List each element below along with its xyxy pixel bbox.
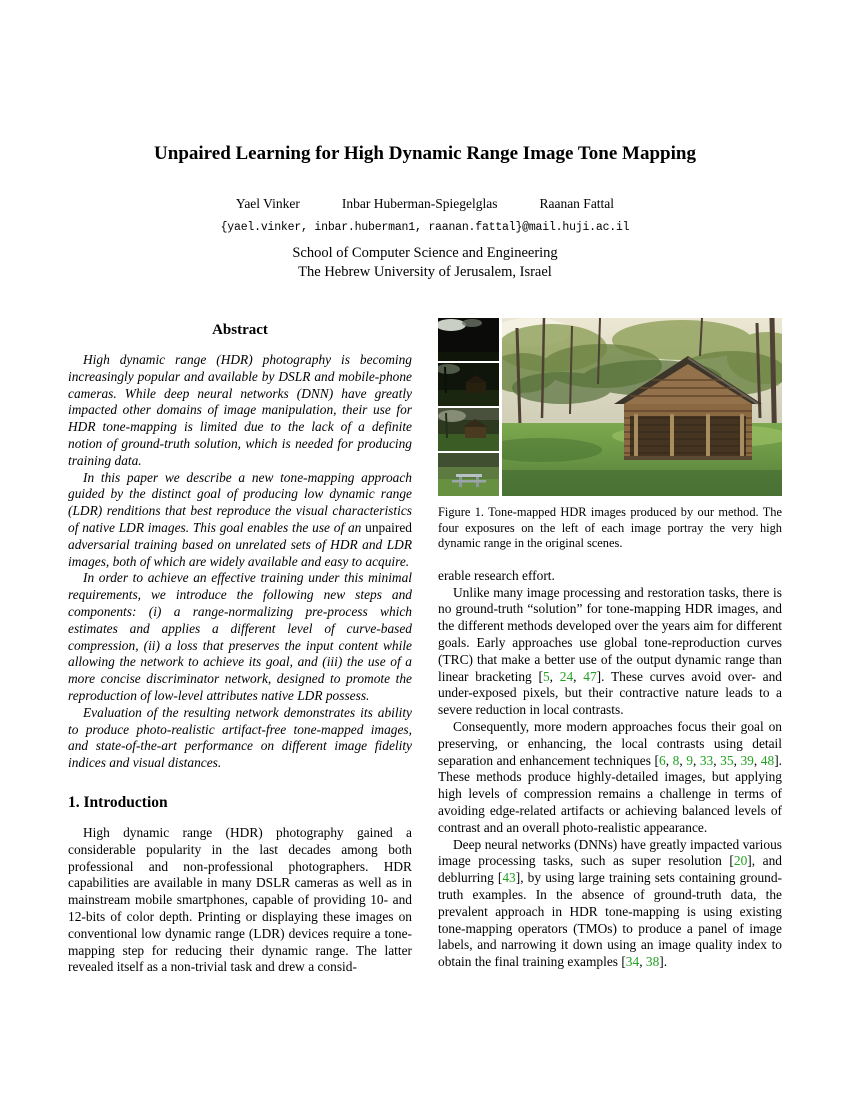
citation-link[interactable]: 33 (699, 752, 714, 768)
cabin-photo-graphic (502, 318, 782, 496)
introduction-paragraph: High dynamic range (HDR) photography gained a considerable popularity in the last decades among both professional and non-professional photographers. HDR capabilities are available in many DSLR cameras as well as in mainstream mobile smartphones, capable of providing 10- and 12-bits of color depth. Printing or displaying these images on conventional low dynamic range (LDR) devices require a tone-mapping step for reducing their dynamic range. The latter revealed itself as a non-trivial task and drew a consid- (68, 824, 412, 975)
citation-link[interactable]: 43 (502, 870, 516, 886)
citation-link[interactable]: 34 (625, 954, 640, 970)
body-paragraph: Unlike many image processing and restoration tasks, there is no ground-truth “solution” for tone-mapping HDR images, and the different methods developed over the years aim for different goals. Early approaches use global tone-reproduction curves (TRC) that make a better use of the output dynamic range than linear bracketing [5, 24, 47]. These curves avoid over- and under-exposed pixels, but their contractive nature leads to a severe reduction in local contrasts. (438, 584, 782, 718)
citation-link[interactable]: 9 (686, 752, 693, 768)
paper-title: Unpaired Learning for High Dynamic Range Image Tone Mapping (154, 143, 696, 164)
exposure-thumbnail-bright (438, 453, 499, 496)
figure-1 (438, 318, 782, 552)
author-emails: {yael.vinker, inbar.huberman1, raanan.fattal}@mail.huji.ac.il (220, 221, 630, 234)
body-paragraph: Deep neural networks (DNNs) have greatly impacted various image processing tasks, such as super resolution [20], and deblurring [43], by using large training sets containing ground-truth examples. In the absence of ground-truth data, the prevalent approach in HDR tone-mapping is using existing tone-mapping operators (TMOs) to produce a panel of image labels, and narrowing it down using an image quality index to obtain the final training examples [34, 38]. (438, 836, 782, 970)
paper-content (68, 142, 782, 976)
citation-link[interactable]: 8 (672, 752, 680, 768)
cabin-photo (502, 318, 782, 496)
exposure-thumbnail-dark (438, 363, 499, 406)
citation-link[interactable]: 20 (733, 853, 748, 869)
exposure-thumbnails (438, 318, 499, 496)
citation-link[interactable]: 5 (542, 668, 550, 684)
abstract-paragraph: In order to achieve an effective training under this minimal requirements, we introduce the following new steps and components: (i) a range-normalizing pre-process which estimates and applies a different level of curve-based compression, (ii) a loss that preserves the input content while allowing the network to achieve its goal, and (iii) the use of a more concise discriminator network, designed to promote the reproduction of low-level attributes native LDR possess. (68, 570, 412, 703)
citation-link[interactable]: 35 (720, 752, 734, 768)
left-column (68, 318, 412, 976)
abstract-heading: Abstract (212, 322, 268, 338)
citation-link[interactable]: 47 (583, 668, 597, 684)
exposure-thumbnail-darkest (438, 318, 499, 361)
author-1: Yael Vinker (235, 196, 300, 211)
author-3: Raanan Fattal (539, 196, 615, 211)
body-paragraph: Consequently, more modern approaches focus their goal on preserving, or enhancing, the local contrasts using detail separation and enhancement techniques [6, 8, 9, 33, 35, 39, 48]. These methods produce highly-detailed images, but applying high levels of compression remains a challenge in terms of avoiding edge-related artifacts or achieving balanced levels of contrast and an overall photo-realistic appearance. (438, 718, 782, 835)
figure-1-caption: Figure 1. Tone-mapped HDR images produced by our method. The four exposures on the left of each image portray the very high dynamic range in the original scenes. (438, 505, 782, 551)
figure-1-image (438, 318, 782, 496)
exposure-thumbnail-medium (438, 408, 499, 451)
right-column (438, 318, 782, 976)
two-column-body (68, 318, 782, 976)
body-paragraph-continuation: erable research effort. (438, 567, 555, 583)
abstract-paragraph: High dynamic range (HDR) photography is becoming increasingly popular and available by DSLR and mobile-phone cameras. While deep neural networks (DNN) have greatly impacted other domains of image manipulation, their use for HDR tone-mapping is limited due to the lack of a definite notion of ground-truth solution, which is needed for producing training data. (68, 352, 412, 468)
abstract-paragraph: Evaluation of the resulting network demonstrates its ability to produce photo-realistic artifact-free tone-mapped images, and state-of-the-art performance on different image fidelity indices and visual distances. (68, 704, 412, 771)
abstract-paragraph: In this paper we describe a new tone-mapping approach guided by the distinct goal of producing low dynamic range (LDR) renditions that best reproduce the visual characteristics of native LDR images. This goal enables the use of an unpaired adversarial training based on unrelated sets of HDR and LDR images, both of which are widely available and easy to acquire. (68, 469, 412, 569)
affiliation-line-2: The Hebrew University of Jerusalem, Israel (298, 264, 552, 280)
emphasis-upright: unpaired (365, 519, 412, 535)
affiliation-line-1: School of Computer Science and Engineering (292, 245, 558, 261)
citation-link[interactable]: 48 (760, 752, 775, 768)
citation-link[interactable]: 38 (645, 954, 660, 970)
citation-link[interactable]: 24 (559, 668, 574, 684)
section-heading-introduction: 1. Introduction (68, 793, 168, 811)
citation-link[interactable]: 6 (658, 752, 666, 768)
authors-row (68, 196, 782, 212)
citation-link[interactable]: 39 (740, 752, 754, 768)
author-2: Inbar Huberman-Spiegelglas (341, 196, 498, 211)
